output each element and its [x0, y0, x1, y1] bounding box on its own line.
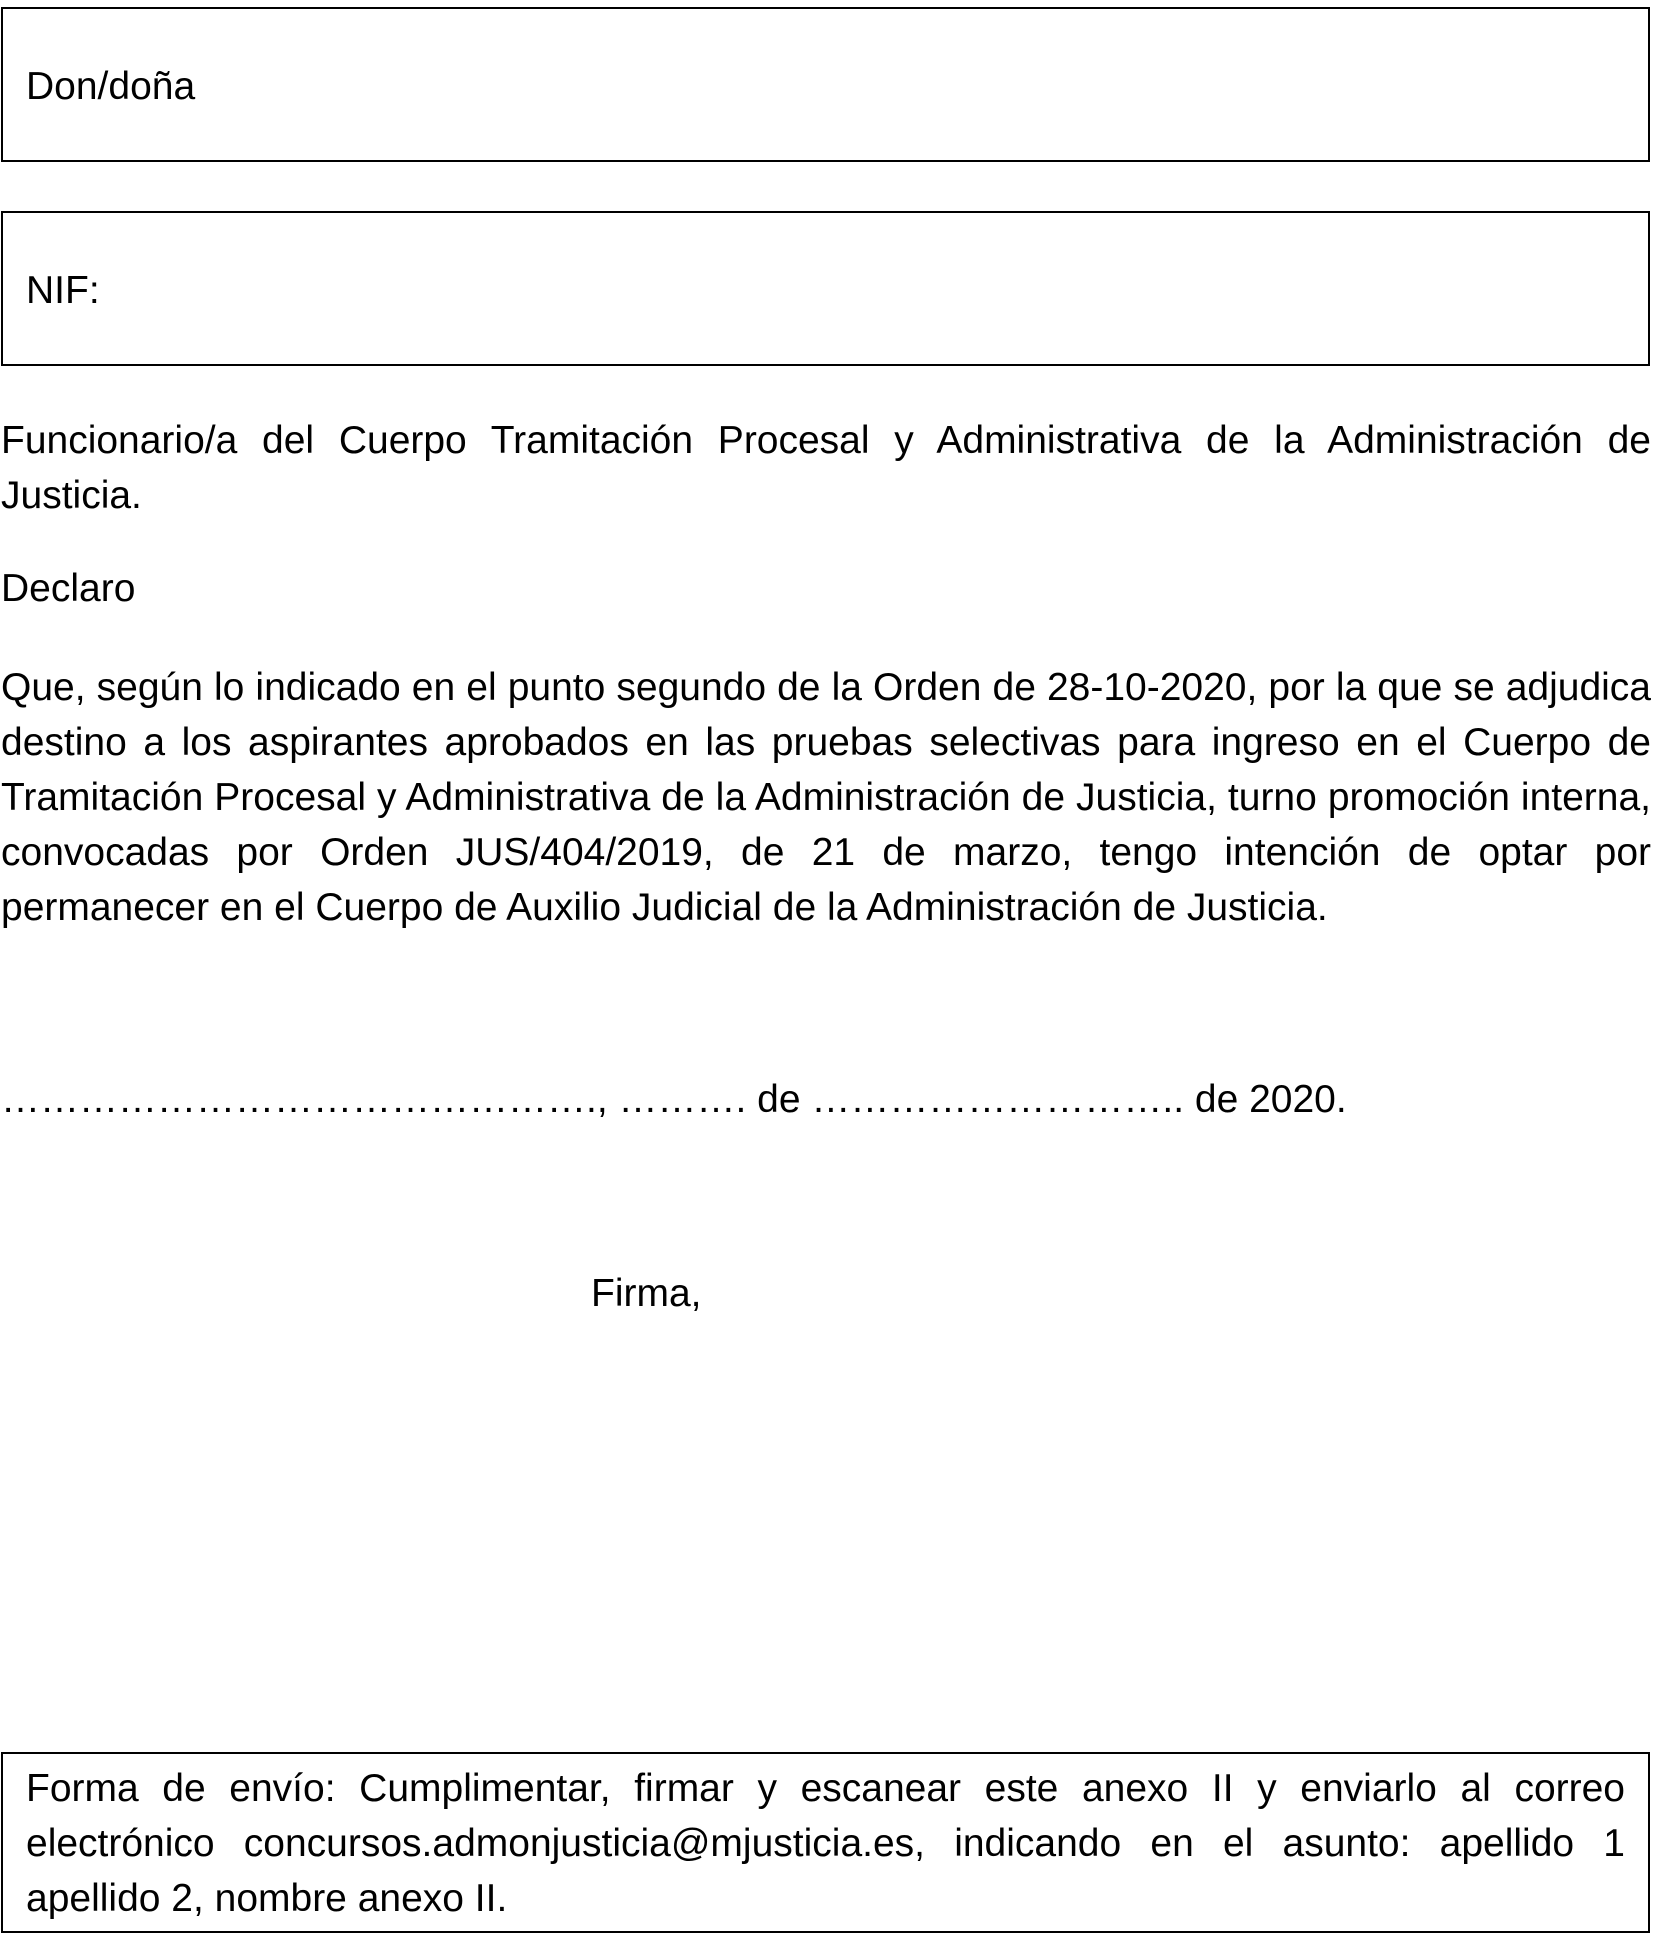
footer-instructions-box [1, 1752, 1650, 1933]
role-paragraph: Funcionario/a del Cuerpo Tramitación Procesal y Administrativa de la Administración de Justicia. [1, 419, 1651, 517]
declaro-heading: Declaro [1, 567, 136, 610]
footer-instructions-text: Forma de envío: Cumplimentar, firmar y escanear este anexo II y enviarlo al correo electrónico concursos.admonjusticia@mjusticia.es, indicando en el asunto: apellido 1 apellido 2, nombre anexo II. [26, 1767, 1625, 1920]
declaration-paragraph: Que, según lo indicado en el punto segundo de la Orden de 28-10-2020, por la que se adjudica destino a los aspirantes aprobados en las pruebas selectivas para ingreso en el Cuerpo de Tramitación Procesal y Administrativa de la Administración de Justicia, turno promoción interna, convocadas por Orden JUS/404/2019, de 21 de marzo, tengo intención de optar por permanecer en el Cuerpo de Auxilio Judicial de la Administración de Justicia. [1, 666, 1651, 929]
signature-label: Firma, [591, 1272, 702, 1315]
nif-field-box[interactable] [1, 211, 1650, 366]
date-line: ………………………………………., ………. de ……………………….. de 2020. [1, 1078, 1347, 1121]
nif-field-label: NIF: [26, 269, 100, 312]
name-field-label: Don/doña [26, 65, 196, 108]
name-field-box[interactable] [1, 7, 1650, 162]
